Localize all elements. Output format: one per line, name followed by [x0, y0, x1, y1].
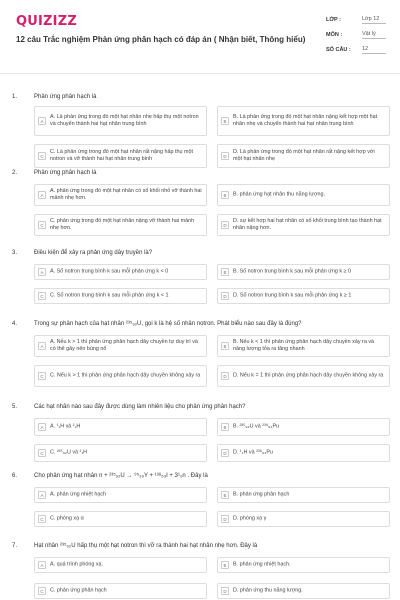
option-a[interactable]: [34, 487, 207, 503]
page-title: 12 câu Trắc nghiệm Phản ứng phân hạch có đáp án ( Nhận biết, Thông hiểu): [16, 35, 306, 44]
option-letter: C: [38, 449, 46, 457]
meta-subject-value: Vật lý: [362, 31, 386, 39]
option-text: D. Nếu k = 1 thì phản ứng phân hạch dây chuyền không xảy ra: [233, 372, 384, 379]
question-number: 1.: [12, 94, 18, 100]
option-letter: C: [38, 152, 46, 160]
question-number: 2.: [12, 170, 18, 176]
option-a[interactable]: [34, 106, 207, 136]
option-text: B. Là phản ứng trong đó một hạt nhân nặng kết hợp một hạt nhân nhẹ và chuyển thành hai hạt nhân trung bình: [233, 114, 378, 127]
option-d[interactable]: [217, 444, 390, 462]
option-d[interactable]: [217, 365, 390, 387]
option-letter: C: [38, 515, 46, 523]
question-number: 3.: [12, 250, 18, 256]
option-b[interactable]: [217, 106, 390, 136]
option-text: A. phản ứng trong đó một hạt nhân có số khối nhỏ vỡ thành hai mảnh nhẹ hơn.: [50, 188, 202, 201]
option-text: C. ²³⁵₉₂U và ²₁H: [50, 449, 88, 456]
option-text: D. sự kết hợp hai hạt nhân có số khối trung bình tạo thành hạt nhân nặng hơn.: [233, 218, 382, 231]
header-divider: [0, 73, 400, 74]
option-d[interactable]: [217, 583, 390, 599]
option-a[interactable]: [34, 557, 207, 573]
question-5: [12, 404, 390, 456]
question-3: [12, 250, 390, 299]
option-letter: A: [38, 191, 46, 199]
question-2: [12, 170, 390, 231]
meta-count-label: SỐ CÂU :: [326, 47, 351, 53]
option-text: D. phóng xạ γ: [233, 515, 267, 522]
option-b[interactable]: [217, 418, 390, 436]
option-text: D. phản ứng thu năng lượng.: [233, 587, 303, 594]
option-letter: C: [38, 587, 46, 595]
meta-class: [326, 16, 386, 24]
option-a[interactable]: [34, 264, 207, 280]
option-text: C. Số notron trung bình k sau mỗi phản ứng k < 1: [50, 292, 169, 299]
option-a[interactable]: [34, 418, 207, 436]
question-number: 4.: [12, 321, 18, 327]
option-letter: B: [221, 561, 229, 569]
option-letter: A: [38, 491, 46, 499]
meta-count: [326, 46, 386, 54]
option-letter: A: [38, 117, 46, 125]
option-text: A. Nếu k > 1 thì phản ứng phân hạch dây chuyền tự duy trì và có thể gây nên bùng nổ: [50, 339, 198, 352]
option-a[interactable]: [34, 335, 207, 357]
option-text: A. Là phản ứng trong đó một hạt nhân nhẹ hấp thụ một notron và chuyển thành hai hạt nhân trung bình: [50, 114, 199, 127]
meta-class-label: LỚP :: [326, 17, 341, 23]
question-number: 7.: [12, 543, 18, 549]
option-c[interactable]: [34, 214, 207, 236]
option-letter: B: [221, 191, 229, 199]
option-a[interactable]: [34, 184, 207, 206]
option-text: B. phản ứng phân hạch: [233, 491, 290, 498]
question-text: Phản ứng phân hạch là: [34, 94, 97, 100]
option-d[interactable]: [217, 511, 390, 527]
option-letter: C: [38, 372, 46, 380]
question-number: 6.: [12, 473, 18, 479]
option-letter: D: [221, 587, 229, 595]
option-letter: D: [221, 292, 229, 300]
option-letter: A: [38, 342, 46, 350]
option-letter: D: [221, 221, 229, 229]
option-text: D. Là phản ứng trong đó một hạt nhân rất nặng kết hợp với một hạt nhân nhẹ: [233, 149, 375, 162]
option-d[interactable]: [217, 144, 390, 168]
question-text: Các hạt nhân nào sau đây được dùng làm nhiên liệu cho phản ứng phân hạch?: [34, 404, 246, 410]
option-text: A. ¹₁H và ²₁H: [50, 423, 81, 430]
option-letter: B: [221, 117, 229, 125]
option-letter: B: [221, 423, 229, 431]
option-b[interactable]: [217, 335, 390, 357]
option-text: A. quá trình phóng xạ.: [50, 561, 104, 568]
option-text: C. Nếu k > 1 thì phản ứng phân hạch dây chuyền không xảy ra: [50, 372, 201, 379]
option-text: B. Số notron trung bình k sau mỗi phản ứng k ≥ 0: [233, 268, 352, 275]
option-letter: B: [221, 342, 229, 350]
quizizz-logo[interactable]: QUIZIZZ: [16, 14, 77, 29]
question-1: [12, 94, 390, 162]
option-text: A. phản ứng nhiệt hạch: [50, 491, 107, 498]
option-c[interactable]: [34, 144, 207, 168]
option-text: B. phản ứng nhiệt hạch.: [233, 561, 291, 568]
option-b[interactable]: [217, 557, 390, 573]
question-7: [12, 543, 390, 594]
option-b[interactable]: [217, 184, 390, 206]
option-d[interactable]: [217, 288, 390, 304]
option-text: C. Là phản ứng trong đó một hạt nhân rất nặng hấp thụ một notron và vỡ thành hai hạt nhân trung bình: [50, 149, 193, 162]
option-letter: B: [221, 491, 229, 499]
option-c[interactable]: [34, 365, 207, 387]
option-letter: A: [38, 423, 46, 431]
question-number: 5.: [12, 404, 18, 410]
option-letter: C: [38, 221, 46, 229]
meta-subject-label: MÔN :: [326, 32, 343, 38]
option-c[interactable]: [34, 444, 207, 462]
option-c[interactable]: [34, 288, 207, 304]
question-text: Phản ứng phân hạch là: [34, 170, 97, 176]
option-letter: D: [221, 449, 229, 457]
option-b[interactable]: [217, 264, 390, 280]
option-text: C. phản ứng trong đó một hạt nhân nặng vỡ thành hai mảnh nhẹ hơn.: [50, 218, 195, 231]
question-text: Cho phản ứng hạt nhân n + ²³⁵₉₂U → ⁹⁵₃₉Y + ¹³⁸₅₃I + 3¹₀n . Đây là: [34, 473, 208, 479]
option-letter: A: [38, 561, 46, 569]
option-text: D. ¹₁H và ²³⁹₉₄Pu: [233, 449, 273, 456]
option-text: D. Số notron trung bình k sau mỗi phản ứng k ≥ 1: [233, 292, 352, 299]
option-text: C. phóng xạ α: [50, 515, 84, 522]
option-letter: A: [38, 268, 46, 276]
option-text: B. ²³⁵₉₂U và ²³⁹₉₄Pu: [233, 423, 280, 430]
option-d[interactable]: [217, 214, 390, 236]
question-6: [12, 473, 390, 522]
meta-class-value: Lớp 12: [362, 16, 386, 24]
option-letter: D: [221, 372, 229, 380]
option-b[interactable]: [217, 487, 390, 503]
option-c[interactable]: [34, 583, 207, 599]
question-text: Trong sự phân hạch của hạt nhân ²³⁵₉₂U, gọi k là hệ số nhân notron. Phát biểu nào sau đây là đúng?: [34, 321, 302, 327]
page-header: [0, 0, 400, 64]
option-letter: B: [221, 268, 229, 276]
question-text: Hạt nhân ²³⁵₉₂U hấp thụ một hạt notron thì vỡ ra thành hai hạt nhân nhẹ hơn. Đây là: [34, 543, 258, 549]
option-text: C. phản ứng phân hạch: [50, 587, 107, 594]
option-text: B. Nếu k < 1 thì phản ứng phân hạch dây chuyền xảy ra và năng lượng tỏa ra tăng nhanh: [233, 339, 375, 352]
option-text: B. phản ứng hạt nhân thu năng lượng.: [233, 191, 325, 198]
option-letter: C: [38, 292, 46, 300]
option-letter: D: [221, 515, 229, 523]
option-text: A. Số notron trung bình k sau mỗi phản ứng k < 0: [50, 268, 169, 275]
meta-count-value: 12: [362, 46, 386, 54]
question-4: [12, 321, 390, 379]
meta-subject: [326, 31, 386, 39]
option-letter: D: [221, 152, 229, 160]
option-c[interactable]: [34, 511, 207, 527]
question-text: Điều kiện để xảy ra phản ứng dây truyền là?: [34, 250, 153, 256]
